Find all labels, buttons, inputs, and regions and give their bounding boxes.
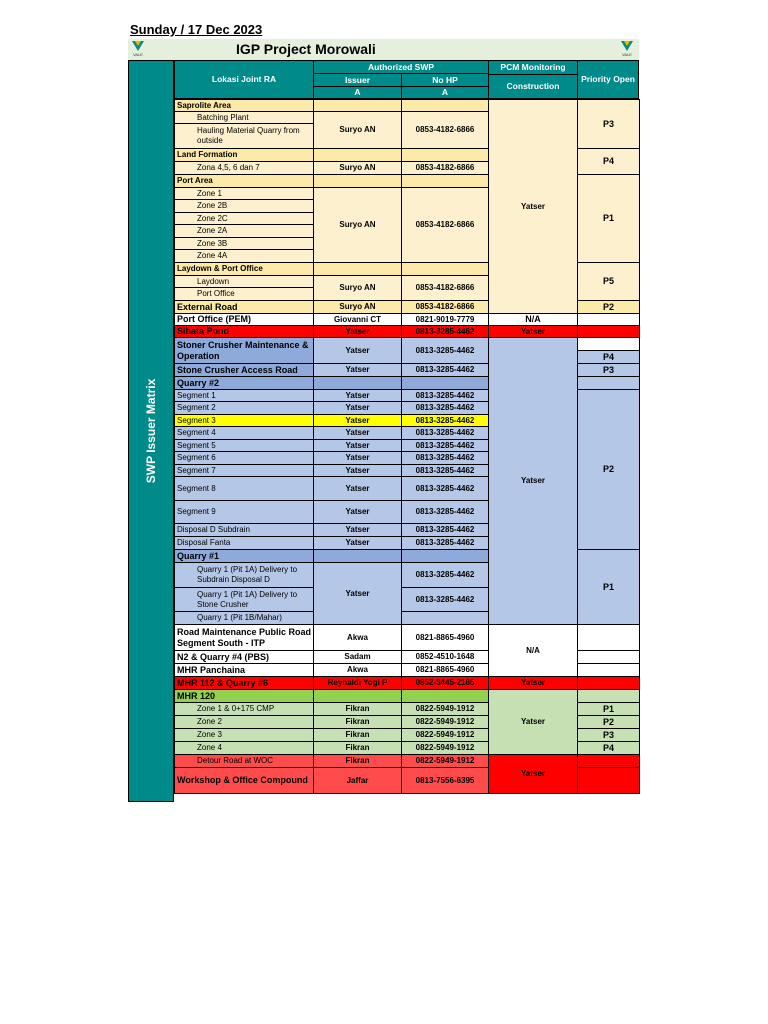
table-cell-priority: P4	[577, 148, 640, 175]
table-cell-location: Zone 2B	[174, 199, 314, 213]
col-header-issuer-a: A	[313, 86, 402, 99]
table-cell-location: Quarry #1	[174, 549, 314, 563]
table-cell-phone: 0813-3285-4462	[401, 464, 489, 477]
table-cell-phone: 0853-4182-6866	[401, 275, 489, 301]
table-cell-phone: 0853-4182-6866	[401, 161, 489, 175]
table-cell-phone: 0813-3285-4462	[401, 337, 489, 364]
table-cell-issuer: Fikran	[313, 702, 402, 716]
table-cell-issuer: Reynaldi Yogi P	[313, 676, 402, 690]
table-cell-phone	[401, 174, 489, 188]
table-cell-location: Laydown & Port Office	[174, 262, 314, 276]
table-cell-issuer	[313, 689, 402, 703]
table-cell-location: Port Office (PEM)	[174, 313, 314, 326]
table-cell-location: Port Area	[174, 174, 314, 188]
table-cell-location: MHR 120	[174, 689, 314, 703]
table-cell-phone: 0813-3285-4462	[401, 523, 489, 537]
table-cell-location: Zona 4,5, 6 dan 7	[174, 161, 314, 175]
table-cell-issuer	[313, 148, 402, 162]
table-cell-issuer: Fikran	[313, 715, 402, 729]
table-cell-issuer: Yatser	[313, 464, 402, 477]
table-cell-issuer: Akwa	[313, 624, 402, 651]
table-cell-priority: P3	[577, 363, 640, 377]
table-cell-issuer: Yatser	[313, 536, 402, 550]
table-cell-phone: 0822-5949-1912	[401, 715, 489, 729]
table-cell-location: Batching Plant	[174, 111, 314, 124]
table-cell-priority: P2	[577, 389, 640, 550]
table-cell-phone: 0852-3445-2165	[401, 676, 489, 690]
table-cell-phone: 0853-4182-6866	[401, 300, 489, 314]
table-cell-phone: 0853-4182-6866	[401, 187, 489, 263]
table-cell-location: Stone Crusher Access Road	[174, 363, 314, 377]
table-cell-priority: P4	[577, 741, 640, 755]
table-cell-issuer: Yatser	[313, 500, 402, 524]
table-cell-pcm: Yatser	[488, 99, 578, 314]
table-cell-location: Quarry 1 (Pit 1B/Mahar)	[174, 611, 314, 625]
table-cell-location: N2 & Quarry #4 (PBS)	[174, 650, 314, 664]
table-cell-location: Segment 3	[174, 414, 314, 427]
table-cell-phone: 0813-7556-6395	[401, 767, 489, 794]
table-cell-issuer: Yatser	[313, 439, 402, 452]
table-cell-location: Segment 9	[174, 500, 314, 524]
table-cell-priority	[577, 650, 640, 664]
table-cell-phone: 0813-3285-4462	[401, 389, 489, 402]
table-cell-priority	[577, 663, 640, 677]
table-cell-phone: 0813-3285-4462	[401, 536, 489, 550]
report-date: Sunday / 17 Dec 2023	[130, 22, 263, 37]
table-cell-location: Workshop & Office Compound	[174, 767, 314, 794]
table-cell-location: MHR 112 & Quarry #6	[174, 676, 314, 690]
table-cell-phone: 0813-3285-4462	[401, 439, 489, 452]
table-cell-issuer: Akwa	[313, 663, 402, 677]
table-cell-location: MHR Panchaina	[174, 663, 314, 677]
table-cell-location: Quarry #2	[174, 376, 314, 390]
table-cell-location: Laydown	[174, 275, 314, 288]
table-cell-pcm: N/A	[488, 624, 578, 677]
table-cell-issuer: Yatser	[313, 389, 402, 402]
table-cell-issuer: Suryo AN	[313, 161, 402, 175]
col-header-issuer: Issuer	[313, 73, 402, 87]
table-cell-priority	[577, 624, 640, 651]
table-cell-phone: 0813-3285-4462	[401, 325, 489, 338]
table-cell-location: Segment 5	[174, 439, 314, 452]
table-cell-priority: P3	[577, 99, 640, 149]
table-cell-location: Detour Road at WOC	[174, 754, 314, 768]
table-cell-pcm: N/A	[488, 313, 578, 326]
table-cell-phone: 0822-5949-1912	[401, 702, 489, 716]
table-cell-priority	[577, 767, 640, 794]
table-cell-issuer: Suryo AN	[313, 187, 402, 263]
table-cell-priority: P2	[577, 300, 640, 314]
table-cell-location: Zone 4	[174, 741, 314, 755]
table-cell-location: Segment 2	[174, 401, 314, 415]
table-cell-location: Zone 2	[174, 715, 314, 729]
table-cell-issuer: Fikran	[313, 754, 402, 768]
table-cell-issuer: Sadam	[313, 650, 402, 664]
table-cell-pcm: Yatser	[488, 325, 578, 338]
table-cell-pcm: Yatser	[488, 754, 578, 794]
table-cell-phone: 0813-3285-4462	[401, 401, 489, 415]
vale-logo-icon	[131, 41, 145, 59]
table-cell-issuer: Jaffar	[313, 767, 402, 794]
vale-logo-icon	[620, 41, 634, 59]
table-cell-priority: P5	[577, 262, 640, 301]
table-cell-location: Segment 6	[174, 451, 314, 465]
table-cell-issuer: Yatser	[313, 451, 402, 465]
page-title: IGP Project Morowali	[236, 41, 376, 57]
vale-logo-text: VALE	[133, 52, 143, 57]
vale-logo-text: VALE	[622, 52, 632, 57]
table-cell-issuer: Yatser	[313, 401, 402, 415]
table-cell-priority	[577, 376, 640, 390]
table-cell-priority	[577, 754, 640, 768]
title-bar	[128, 39, 639, 60]
col-header-no-hp-a: A	[401, 86, 489, 99]
table-cell-phone	[401, 549, 489, 563]
table-cell-issuer: Giovanni CT	[313, 313, 402, 326]
table-cell-priority: P4	[577, 350, 640, 364]
col-header-lokasi: Lokasi Joint RA	[174, 60, 314, 99]
table-cell-phone: 0813-3285-4462	[401, 500, 489, 524]
table-cell-issuer: Suryo AN	[313, 300, 402, 314]
table-cell-phone: 0821-8865-4960	[401, 624, 489, 651]
table-cell-priority: P1	[577, 702, 640, 716]
table-cell-issuer: Yatser	[313, 363, 402, 377]
table-cell-phone: 0853-4182-6866	[401, 111, 489, 149]
table-cell-phone: 0813-3285-4462	[401, 476, 489, 501]
table-cell-pcm: Yatser	[488, 337, 578, 625]
table-cell-location: Sibata Pond	[174, 325, 314, 338]
col-header-authorized-swp: Authorized SWP	[313, 60, 489, 74]
table-cell-issuer: Suryo AN	[313, 111, 402, 149]
table-cell-priority	[577, 689, 640, 703]
table-cell-issuer: Yatser	[313, 337, 402, 364]
table-cell-location: Port Office	[174, 287, 314, 301]
table-cell-pcm: Yatser	[488, 676, 578, 690]
table-cell-phone: 0813-3285-4462	[401, 562, 489, 588]
table-cell-priority: P1	[577, 549, 640, 625]
table-cell-location: Zone 1 & 0+175 CMP	[174, 702, 314, 716]
table-cell-issuer	[313, 174, 402, 188]
table-cell-phone: 0821-8865-4960	[401, 663, 489, 677]
table-cell-issuer: Yatser	[313, 426, 402, 440]
table-cell-location: Zone 3B	[174, 237, 314, 250]
table-cell-phone: 0813-3285-4462	[401, 451, 489, 465]
table-cell-priority: P2	[577, 715, 640, 729]
table-cell-location: External Road	[174, 300, 314, 314]
table-cell-phone	[401, 376, 489, 390]
table-cell-issuer: Yatser	[313, 325, 402, 338]
table-cell-phone: 0813-3285-4462	[401, 414, 489, 427]
table-cell-location: Zone 4A	[174, 249, 314, 263]
swp-issuer-matrix-label	[128, 60, 174, 802]
table-cell-location: Stoner Crusher Maintenance & Operation	[174, 337, 314, 364]
table-cell-issuer: Fikran	[313, 728, 402, 742]
table-cell-pcm: Yatser	[488, 689, 578, 755]
table-cell-priority	[577, 676, 640, 690]
table-cell-location: Saprolite Area	[174, 99, 314, 112]
table-cell-location: Zone 2A	[174, 224, 314, 238]
table-cell-location: Hauling Material Quarry from outside	[174, 123, 314, 149]
table-cell-location: Zone 1	[174, 187, 314, 200]
table-cell-phone: 0813-3285-4462	[401, 363, 489, 377]
table-cell-phone: 0852-4510-1648	[401, 650, 489, 664]
table-cell-phone: 0822-5949-1912	[401, 728, 489, 742]
table-cell-phone: 0822-5949-1912	[401, 741, 489, 755]
table-cell-location: Disposal Fanta	[174, 536, 314, 550]
table-cell-location: Segment 8	[174, 476, 314, 501]
table-cell-location: Segment 4	[174, 426, 314, 440]
table-cell-issuer	[313, 262, 402, 276]
table-cell-priority: P3	[577, 728, 640, 742]
table-cell-location: Disposal D Subdrain	[174, 523, 314, 537]
table-cell-issuer: Fikran	[313, 741, 402, 755]
table-cell-phone: 0813-3285-4462	[401, 587, 489, 612]
table-cell-phone	[401, 148, 489, 162]
table-cell-issuer	[313, 376, 402, 390]
table-cell-location: Land Formation	[174, 148, 314, 162]
col-header-construction: Construction	[488, 74, 578, 99]
table-cell-issuer: Suryo AN	[313, 275, 402, 301]
sidebar-label: SWP Issuer Matrix	[144, 378, 158, 484]
table-cell-issuer: Yatser	[313, 476, 402, 501]
table-cell-phone	[401, 262, 489, 276]
table-cell-location: Zone 3	[174, 728, 314, 742]
table-cell-issuer	[313, 549, 402, 563]
table-cell-phone: 0822-5949-1912	[401, 754, 489, 768]
table-cell-issuer: Yatser	[313, 562, 402, 625]
table-cell-issuer: Yatser	[313, 414, 402, 427]
table-cell-priority	[577, 337, 640, 351]
col-header-priority-open: Priority Open	[577, 60, 639, 99]
swp-matrix-table	[174, 60, 639, 802]
table-cell-phone: 0813-3285-4462	[401, 426, 489, 440]
table-cell-location: Road Maintenance Public Road Segment South - ITP	[174, 624, 314, 651]
table-cell-phone: 0821-9019-7779	[401, 313, 489, 326]
table-cell-location: Quarry 1 (Pit 1A) Delivery to Subdrain Disposal D	[174, 562, 314, 588]
table-cell-priority: P1	[577, 174, 640, 263]
table-cell-location: Quarry 1 (Pit 1A) Delivery to Stone Crusher	[174, 587, 314, 612]
table-cell-location: Segment 1	[174, 389, 314, 402]
table-cell-phone	[401, 689, 489, 703]
table-cell-location: Segment 7	[174, 464, 314, 477]
col-header-pcm-monitoring: PCM Monitoring	[488, 60, 578, 75]
table-cell-issuer: Yatser	[313, 523, 402, 537]
table-cell-location: Zone 2C	[174, 212, 314, 225]
col-header-no-hp: No HP	[401, 73, 489, 87]
table-cell-phone	[401, 611, 489, 625]
